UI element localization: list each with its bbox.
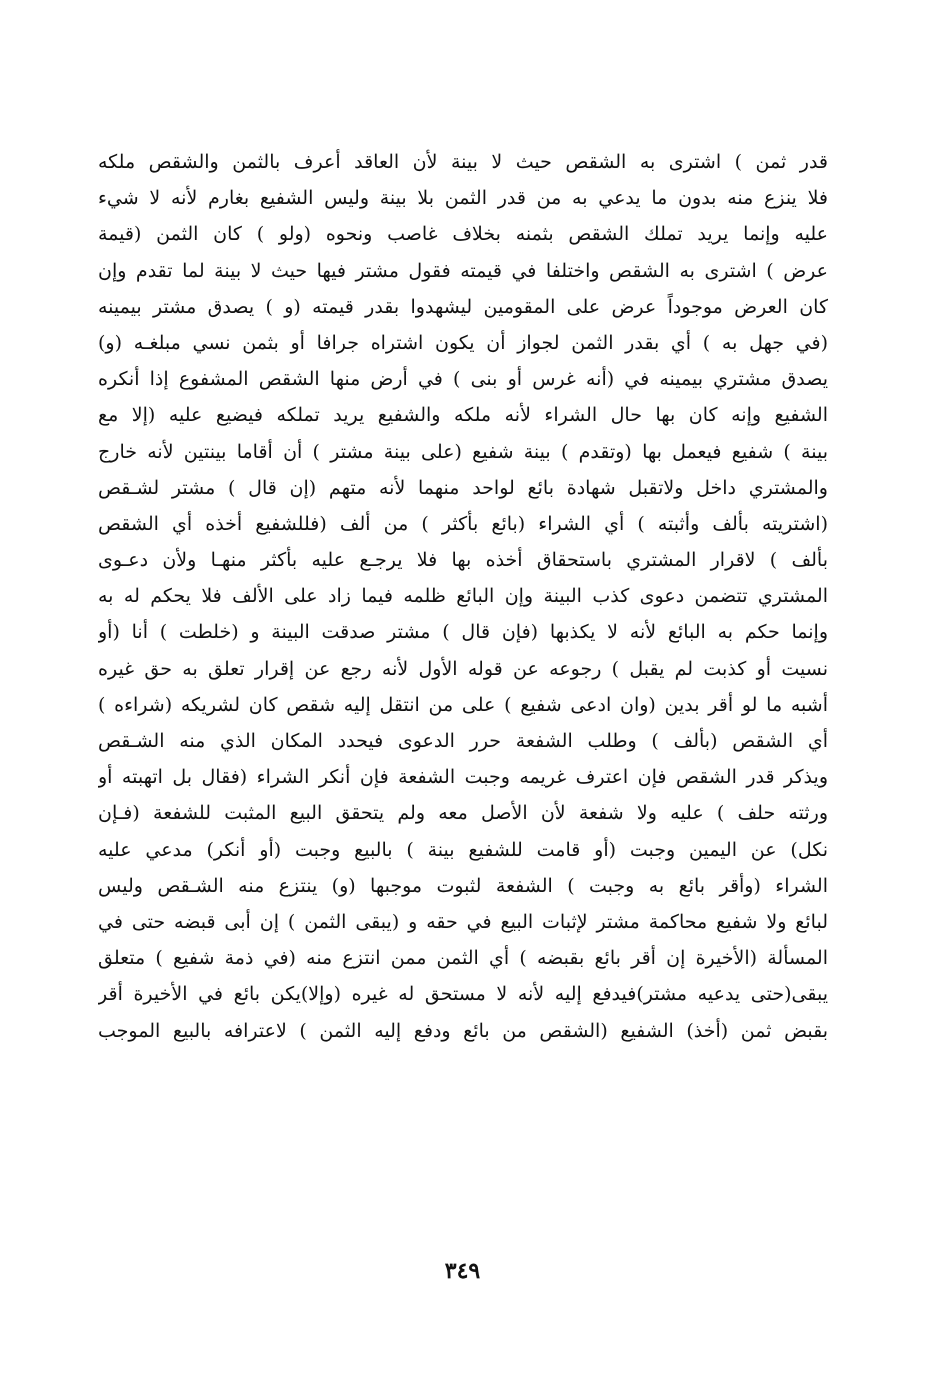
text-line-15: نسيت أو كذبت لم يقبل ) رجوعه عن قوله الأول لأنه رجع عن إقرار تعلق به حق غيره xyxy=(98,657,828,680)
text-line-21: الشراء (وأقر بائع به وجبت ) الشفعة لثبوت موجبها (و) ينتزع منه الشـقص وليس xyxy=(98,874,828,897)
text-line-6: (في جهل به ) أي بقدر الثمن لجواز أن يكون اشتراه جرافا أو بثمن نسي مبلغـه (و) xyxy=(98,331,828,354)
text-line-14: وإنما حكم به البائع لأنه لا يكذبها (فإن قال ) مشتر صدقت البينة و (خلطت ) أنا (أو xyxy=(98,621,828,644)
page-number: ٣٤٩ xyxy=(444,1258,481,1284)
text-line-24: يبقى(حتى يدعيه مشتر)فيدفع إليه لأنه لا مستحق له غيره (وإلا)يكن بائع في الأخيرة أقر xyxy=(98,983,828,1006)
text-line-20: نكل) عن اليمين وجبت (أو قامت للشفيع بينة ) بالبيع وجبت (أو أنكر) مدعي عليه xyxy=(98,838,828,861)
text-line-23: المسألة (الأخيرة إن أقر بائع بقبضه ) أي الثمن ممن انتزع منه (في ذمة شفيع ) متعلق xyxy=(98,947,828,970)
text-line-16: أشبه ما لو أقر بدين (وان ادعى شفيع ) على من انتقل إليه شقص كان لشريكه (شراءه ) xyxy=(98,693,828,716)
text-line-8: الشفيع وإنه كان بها حال الشراء لأنه ملكه والشفيع يريد تملكه فيضيع عليه (إلا مع xyxy=(98,404,828,427)
text-line-18: ويذكر قدر الشقص فإن اعترف غريمه وجبت الشفعة فإن أنكر الشراء (فقال بل اتهبته أو xyxy=(98,766,828,789)
text-line-17: أي الشقص (بألف ) وطلب الشفعة حرر الدعوى فيحدد المكان الذي منه الشـقص xyxy=(98,730,828,752)
text-line-7: يصدق مشتري بيمينه في (أنه غرس أو بنى ) في أرض منها الشقص المشفوع إذا أنكره xyxy=(98,368,828,391)
text-line-10: والمشتري داخل ولاتقبل شهادة بائع لواحد منهما لأنه متهم (إن قال ) مشتر لشـقص xyxy=(98,476,828,499)
text-line-9: بينة ) شفيع فيعمل بها (وتقدم ) بينة شفيع (على بينة مشتر ) أن أقاما بينتين لأنه خارج xyxy=(98,440,828,463)
text-line-3: عليه وإنما يريد تملك الشقص بثمنه بخلاف غاصب ونحوه (ولو ) كان الثمن (قيمة xyxy=(98,223,828,246)
text-line-2: فلا ينزع منه بدون ما يدعي به من قدر الثمن بلا بينة وليس الشفيع بغارم لأنه لا شيء xyxy=(98,187,828,210)
text-line-1: قدر ثمن ) اشترى به الشقص حيث لا بينة لأن العاقد أعرف بالثمن والشقص ملكه xyxy=(98,151,828,173)
text-line-12: بألف ) لاقرار المشتري باستحقاق أخذه بها فلا يرجـع عليه بأكثر منهـا ولأن دعـوى xyxy=(98,549,828,572)
text-line-4: عرض ) اشترى به الشقص واختلفا في قيمته فقول مشتر فيها حيث لا بينة لما تقدم وإن xyxy=(98,259,828,282)
text-line-11: (اشتريته بألف وأثبته ) أي الشراء (بائع بأكثر ) من ألف (فللشفيع أخذه أي الشقص xyxy=(98,512,828,535)
text-line-13: المشتري تتضمن دعوى كذب البينة وإن البائع ظلمه فيما زاد على الألف فلا يحكم له به xyxy=(98,585,828,608)
text-line-5: كان العرض موجوداً عرض على المقومين ليشهدوا بقدر قيمته (و ) يصدق مشتر بيمينه xyxy=(98,295,828,318)
body-text xyxy=(98,144,828,1049)
text-line-25: بقبض ثمن (أخذ) الشفيع (الشقص من بائع ودفع إليه الثمن ) لاعترافه بالبيع الموجب xyxy=(98,1019,828,1042)
text-line-19: ورثته حلف ) عليه ولا شفعة لأن الأصل معه ولم يتحقق البيع المثبت للشفعة (فـإن xyxy=(98,802,828,825)
text-line-22: لبائع ولا شفيع محاكمة مشتر لإثبات البيع في حقه و (يبقى الثمن ) إن أبى قبضه حتى في xyxy=(98,910,828,933)
